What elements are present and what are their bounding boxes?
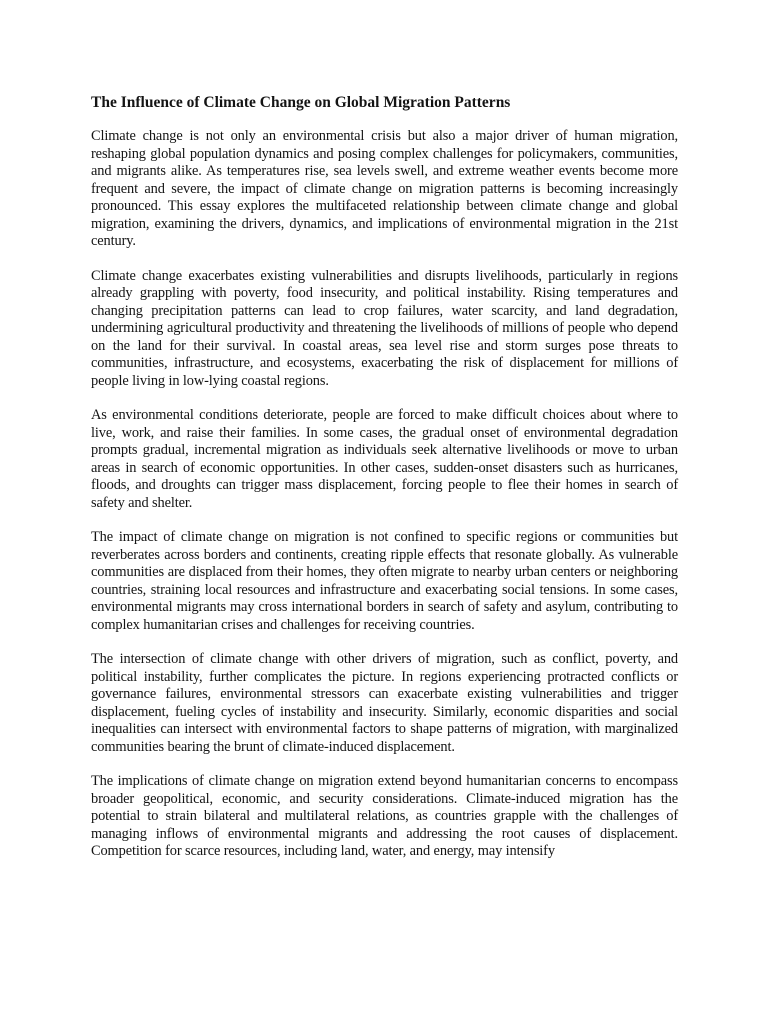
paragraph-6: The implications of climate change on migration extend beyond humanitarian concerns to encompass broader geopolitical, economic, and security considerations. Climate-induced migration has the potential to strain bilateral and multilateral relations, as countries grapple with the challenges of managing inflows of environmental migrants and addressing the root causes of displacement. Competition for scarce resources, including land, water, and energy, may intensify <box>91 773 678 859</box>
paragraph-2: Climate change exacerbates existing vulnerabilities and disrupts livelihoods, particularly in regions already grappling with poverty, food insecurity, and political instability. Rising temperatures and changing precipitation patterns can lead to crop failures, water scarcity, and land degradation, undermining agricultural productivity and threatening the livelihoods of millions of people who depend on the land for their survival. In coastal areas, sea level rise and storm surges pose threats to communities, infrastructure, and ecosystems, exacerbating the risk of displacement for millions of people living in low-lying coastal regions. <box>91 267 678 389</box>
document-page <box>91 94 678 878</box>
paragraph-4: The impact of climate change on migration is not confined to specific regions or communities but reverberates across borders and continents, creating ripple effects that resonate globally. As vulnerable communities are displaced from their homes, they often migrate to nearby urban centers or neighboring countries, straining local resources and infrastructure and exacerbating social tensions. In some cases, environmental migrants may cross international borders in search of safety and asylum, contributing to complex humanitarian crises and challenges for receiving countries. <box>91 529 678 633</box>
paragraph-3: As environmental conditions deteriorate, people are forced to make difficult choices about where to live, work, and raise their families. In some cases, the gradual onset of environmental degradation prompts gradual, incremental migration as individuals seek alternative livelihoods or move to urban areas in search of economic opportunities. In other cases, sudden-onset disasters such as hurricanes, floods, and droughts can trigger mass displacement, forcing people to flee their homes in search of safety and shelter. <box>91 407 678 511</box>
paragraph-5: The intersection of climate change with other drivers of migration, such as conflict, poverty, and political instability, further complicates the picture. In regions experiencing protracted conflicts or governance failures, environmental stressors can exacerbate existing vulnerabilities and trigger displacement, fueling cycles of instability and insecurity. Similarly, economic disparities and social inequalities can intersect with environmental factors to shape patterns of migration, with marginalized communities bearing the brunt of climate-induced displacement. <box>91 651 678 755</box>
paragraph-1: Climate change is not only an environmental crisis but also a major driver of human migration, reshaping global population dynamics and posing complex challenges for policymakers, communities, and migrants alike. As temperatures rise, sea levels swell, and extreme weather events become more frequent and severe, the impact of climate change on migration patterns is becoming increasingly pronounced. This essay explores the multifaceted relationship between climate change and global migration, examining the drivers, dynamics, and implications of environmental migration in the 21st century. <box>91 128 678 249</box>
document-title: The Influence of Climate Change on Global Migration Patterns <box>91 94 511 111</box>
